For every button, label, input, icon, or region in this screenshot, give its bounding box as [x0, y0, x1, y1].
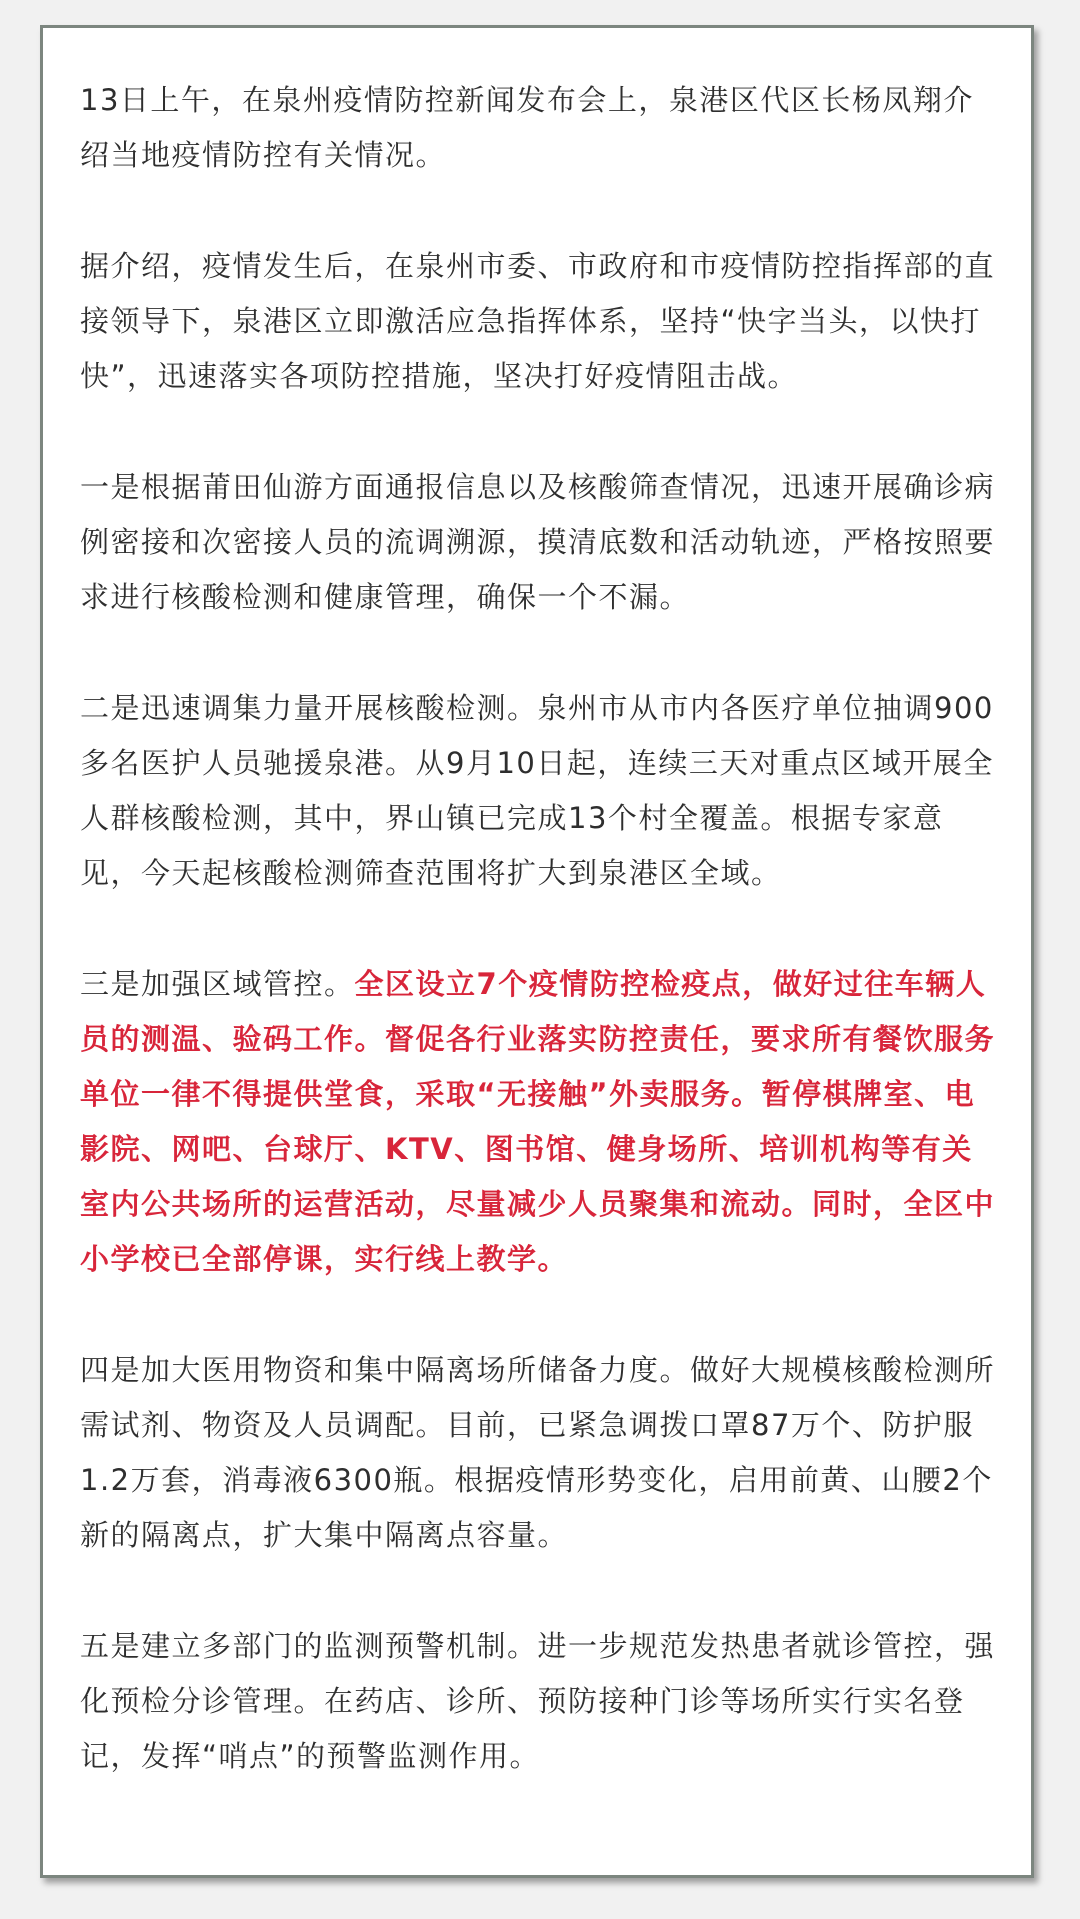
measure-3-highlight: 全区设立7个疫情防控检疫点，做好过往车辆人员的测温、验码工作。督促各行业落实防控责任，要求所有餐饮服务单位一律不得提供堂食，采取“无接触”外卖服务。暂停棋牌室、电影院、网吧、台球厅、KTV、图书馆、健身场所、培训机构等有关室内公共场所的运营活动，尽量减少人员聚集和流动。同时，全区中小学校已全部停课，实行线上教学。: [80, 967, 996, 1276]
paragraph-intro: 13日上午，在泉州疫情防控新闻发布会上，泉港区代区长杨凤翔介绍当地疫情防控有关情况。: [80, 83, 974, 172]
paragraph-measure-3: [80, 957, 1000, 1287]
article-body: [80, 73, 1000, 1840]
paragraph-measure-1: 一是根据莆田仙游方面通报信息以及核酸筛查情况，迅速开展确诊病例密接和次密接人员的流调溯源，摸清底数和活动轨迹，严格按照要求进行核酸检测和健康管理，确保一个不漏。: [80, 470, 996, 614]
paragraph-measure-2: 二是迅速调集力量开展核酸检测。泉州市从市内各医疗单位抽调900多名医护人员驰援泉港。从9月10日起，连续三天对重点区域开展全人群核酸检测，其中，界山镇已完成13个村全覆盖。根据专家意见，今天起核酸检测筛查范围将扩大到泉港区全域。: [80, 691, 994, 890]
paragraph-summary: 据介绍，疫情发生后，在泉州市委、市政府和市疫情防控指挥部的直接领导下，泉港区立即激活应急指挥体系，坚持“快字当头，以快打快”，迅速落实各项防控措施，坚决打好疫情阻击战。: [80, 249, 996, 393]
paragraph-measure-4: 四是加大医用物资和集中隔离场所储备力度。做好大规模核酸检测所需试剂、物资及人员调配。目前，已紧急调拨口罩87万个、防护服1.2万套，消毒液6300瓶。根据疫情形势变化，启用前黄、山腰2个新的隔离点，扩大集中隔离点容量。: [80, 1353, 996, 1552]
article-frame: [40, 25, 1034, 1878]
measure-3-lead: 三是加强区域管控。: [80, 967, 355, 1001]
paragraph-measure-5: 五是建立多部门的监测预警机制。进一步规范发热患者就诊管控，强化预检分诊管理。在药店、诊所、预防接种门诊等场所实行实名登记，发挥“哨点”的预警监测作用。: [80, 1629, 996, 1773]
